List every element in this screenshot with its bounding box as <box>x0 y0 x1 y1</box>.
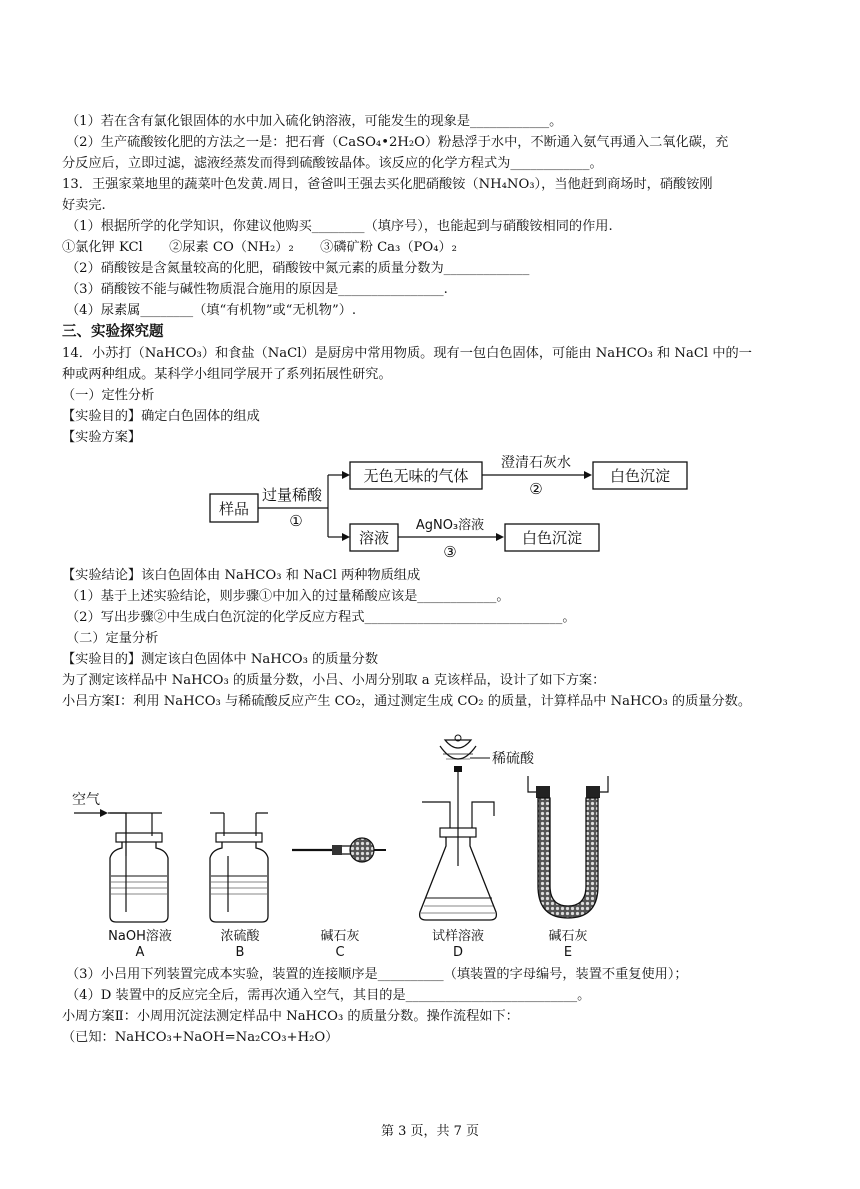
b-letter: B <box>235 945 245 960</box>
q14-stem: 14．小苏打（NaHCO₃）和食盐（NaCl）是厨房中常用物质。现有一包白色固体，可能由 NaHCO₃ 和 NaCl 中的一 <box>62 346 752 361</box>
q12-part1: （1）若在含有氯化银固体的水中加入硫化钠溶液，可能发生的现象是____________。 <box>66 114 563 129</box>
c-label: 碱石灰 <box>320 929 360 944</box>
plan-one: 小吕方案Ⅰ：利用 NaHCO₃ 与稀硫酸反应产生 CO₂，通过测定生成 CO₂ 的质量，计算样品中 NaHCO₃ 的质量分数。 <box>62 694 752 709</box>
step1-text: ① <box>289 512 303 530</box>
ppt1-text: 白色沉淀 <box>609 467 671 485</box>
q14-part2: （2）写出步骤②中生成白色沉淀的化学反应方程式______________________________。 <box>66 610 576 625</box>
flow-diagram <box>200 450 700 562</box>
acid-text: 稀硫酸 <box>492 751 534 767</box>
a-letter: A <box>135 945 145 960</box>
d-label: 试样溶液 <box>431 929 485 944</box>
arrowhead <box>584 471 592 479</box>
plan-two: 小周方案Ⅱ：小周用沉淀法测定样品中 NaHCO₃ 的质量分数。操作流程如下： <box>62 1009 519 1024</box>
b-label: 浓硫酸 <box>220 929 260 944</box>
quantitative-heading: （二）定量分析 <box>66 631 159 646</box>
q14-part1: （1）基于上述实验结论，则步骤①中加入的过量稀酸应该是____________。 <box>66 589 510 604</box>
q12-part2: （2）生产硫酸铵化肥的方法之一是：把石膏（CaSO₄•2H₂O）粉悬浮于水中，不断通入氨气再通入二氧化碳，充 <box>66 135 729 150</box>
drying-tube-c <box>292 838 386 862</box>
reagent2-text: 澄清石灰水 <box>501 455 571 471</box>
page-footer: 第 3 页，共 7 页 <box>380 1124 480 1139</box>
c-letter: C <box>335 945 345 960</box>
e-label: 碱石灰 <box>548 929 588 944</box>
q13-part1: （1）根据所学的化学知识，你建议他购买________（填序号），也能起到与硝酸铵相同的作用. <box>66 219 613 234</box>
experiment-plan: 【实验方案】 <box>62 430 142 445</box>
q14-part4: （4）D 装置中的反应完全后，需再次通入空气，其目的是__________________________。 <box>66 988 591 1003</box>
step2-text: ② <box>529 480 543 498</box>
q13-stem-cont: 好卖完. <box>62 198 106 213</box>
arrowhead <box>496 533 504 541</box>
known-equation: （已知：NaHCO₃+NaOH=Na₂CO₃+H₂O） <box>62 1030 339 1045</box>
air-text: 空气 <box>72 792 100 808</box>
quant-intro: 为了测定该样品中 NaHCO₃ 的质量分数，小吕、小周分别取 a 克该样品，设计了如下方案： <box>62 673 606 688</box>
q14-part3: （3）小吕用下列装置完成本实验，装置的连接顺序是__________（填装置的字母编号，装置不重复使用）； <box>66 967 688 982</box>
q13-part3: （3）硝酸铵不能与碱性物质混合施用的原因是________________. <box>66 282 448 297</box>
qualitative-heading: （一）定性分析 <box>62 388 155 403</box>
u-tube-e <box>528 776 608 918</box>
conclusion: 【实验结论】该白色固体由 NaHCO₃ 和 NaCl 两种物质组成 <box>62 568 421 583</box>
quant-purpose: 【实验目的】测定该白色固体中 NaHCO₃ 的质量分数 <box>62 652 379 667</box>
apparatus-figure <box>60 716 700 962</box>
gas-text: 无色无味的气体 <box>363 467 469 485</box>
bottle-b <box>210 813 268 922</box>
ppt2-text: 白色沉淀 <box>521 529 583 547</box>
q14-stem-cont: 种或两种组成。某科学小组同学展开了系列拓展性研究。 <box>62 367 392 382</box>
flask-d <box>420 735 497 920</box>
a-label: NaOH溶液 <box>108 929 172 944</box>
arrowhead <box>342 533 350 541</box>
section-heading: 三、实验探究题 <box>62 324 164 340</box>
q13-stem: 13．王强家菜地里的蔬菜叶色发黄.周日，爸爸叫王强去买化肥硝酸铵（NH₄NO₃），当他赶到商场时，硝酸铵刚 <box>62 177 713 192</box>
arrowhead <box>342 471 350 479</box>
reagent1-text: 过量稀酸 <box>261 486 323 504</box>
step3-text: ③ <box>443 543 457 561</box>
q13-part4: （4）尿素属________（填“有机物”或“无机物”）. <box>66 303 357 318</box>
reagent3-text: AgNO₃溶液 <box>415 518 485 533</box>
arrowhead <box>100 809 108 817</box>
e-letter: E <box>563 945 573 960</box>
bottle-a <box>108 813 168 922</box>
solution-text: 溶液 <box>358 529 390 547</box>
experiment-purpose: 【实验目的】确定白色固体的组成 <box>62 409 260 424</box>
q12-part2-cont: 分反应后，立即过滤，滤液经蒸发而得到硫酸铵晶体。该反应的化学方程式为____________。 <box>62 156 603 171</box>
sample-text: 样品 <box>218 500 250 518</box>
d-letter: D <box>452 945 464 960</box>
q13-part2: （2）硝酸铵是含氮量较高的化肥，硝酸铵中氮元素的质量分数为_____________ <box>66 261 530 276</box>
q13-options: ①氯化钾 KCl ②尿素 CO（NH₂）₂ ③磷矿粉 Ca₃（PO₄）₂ <box>62 240 457 255</box>
